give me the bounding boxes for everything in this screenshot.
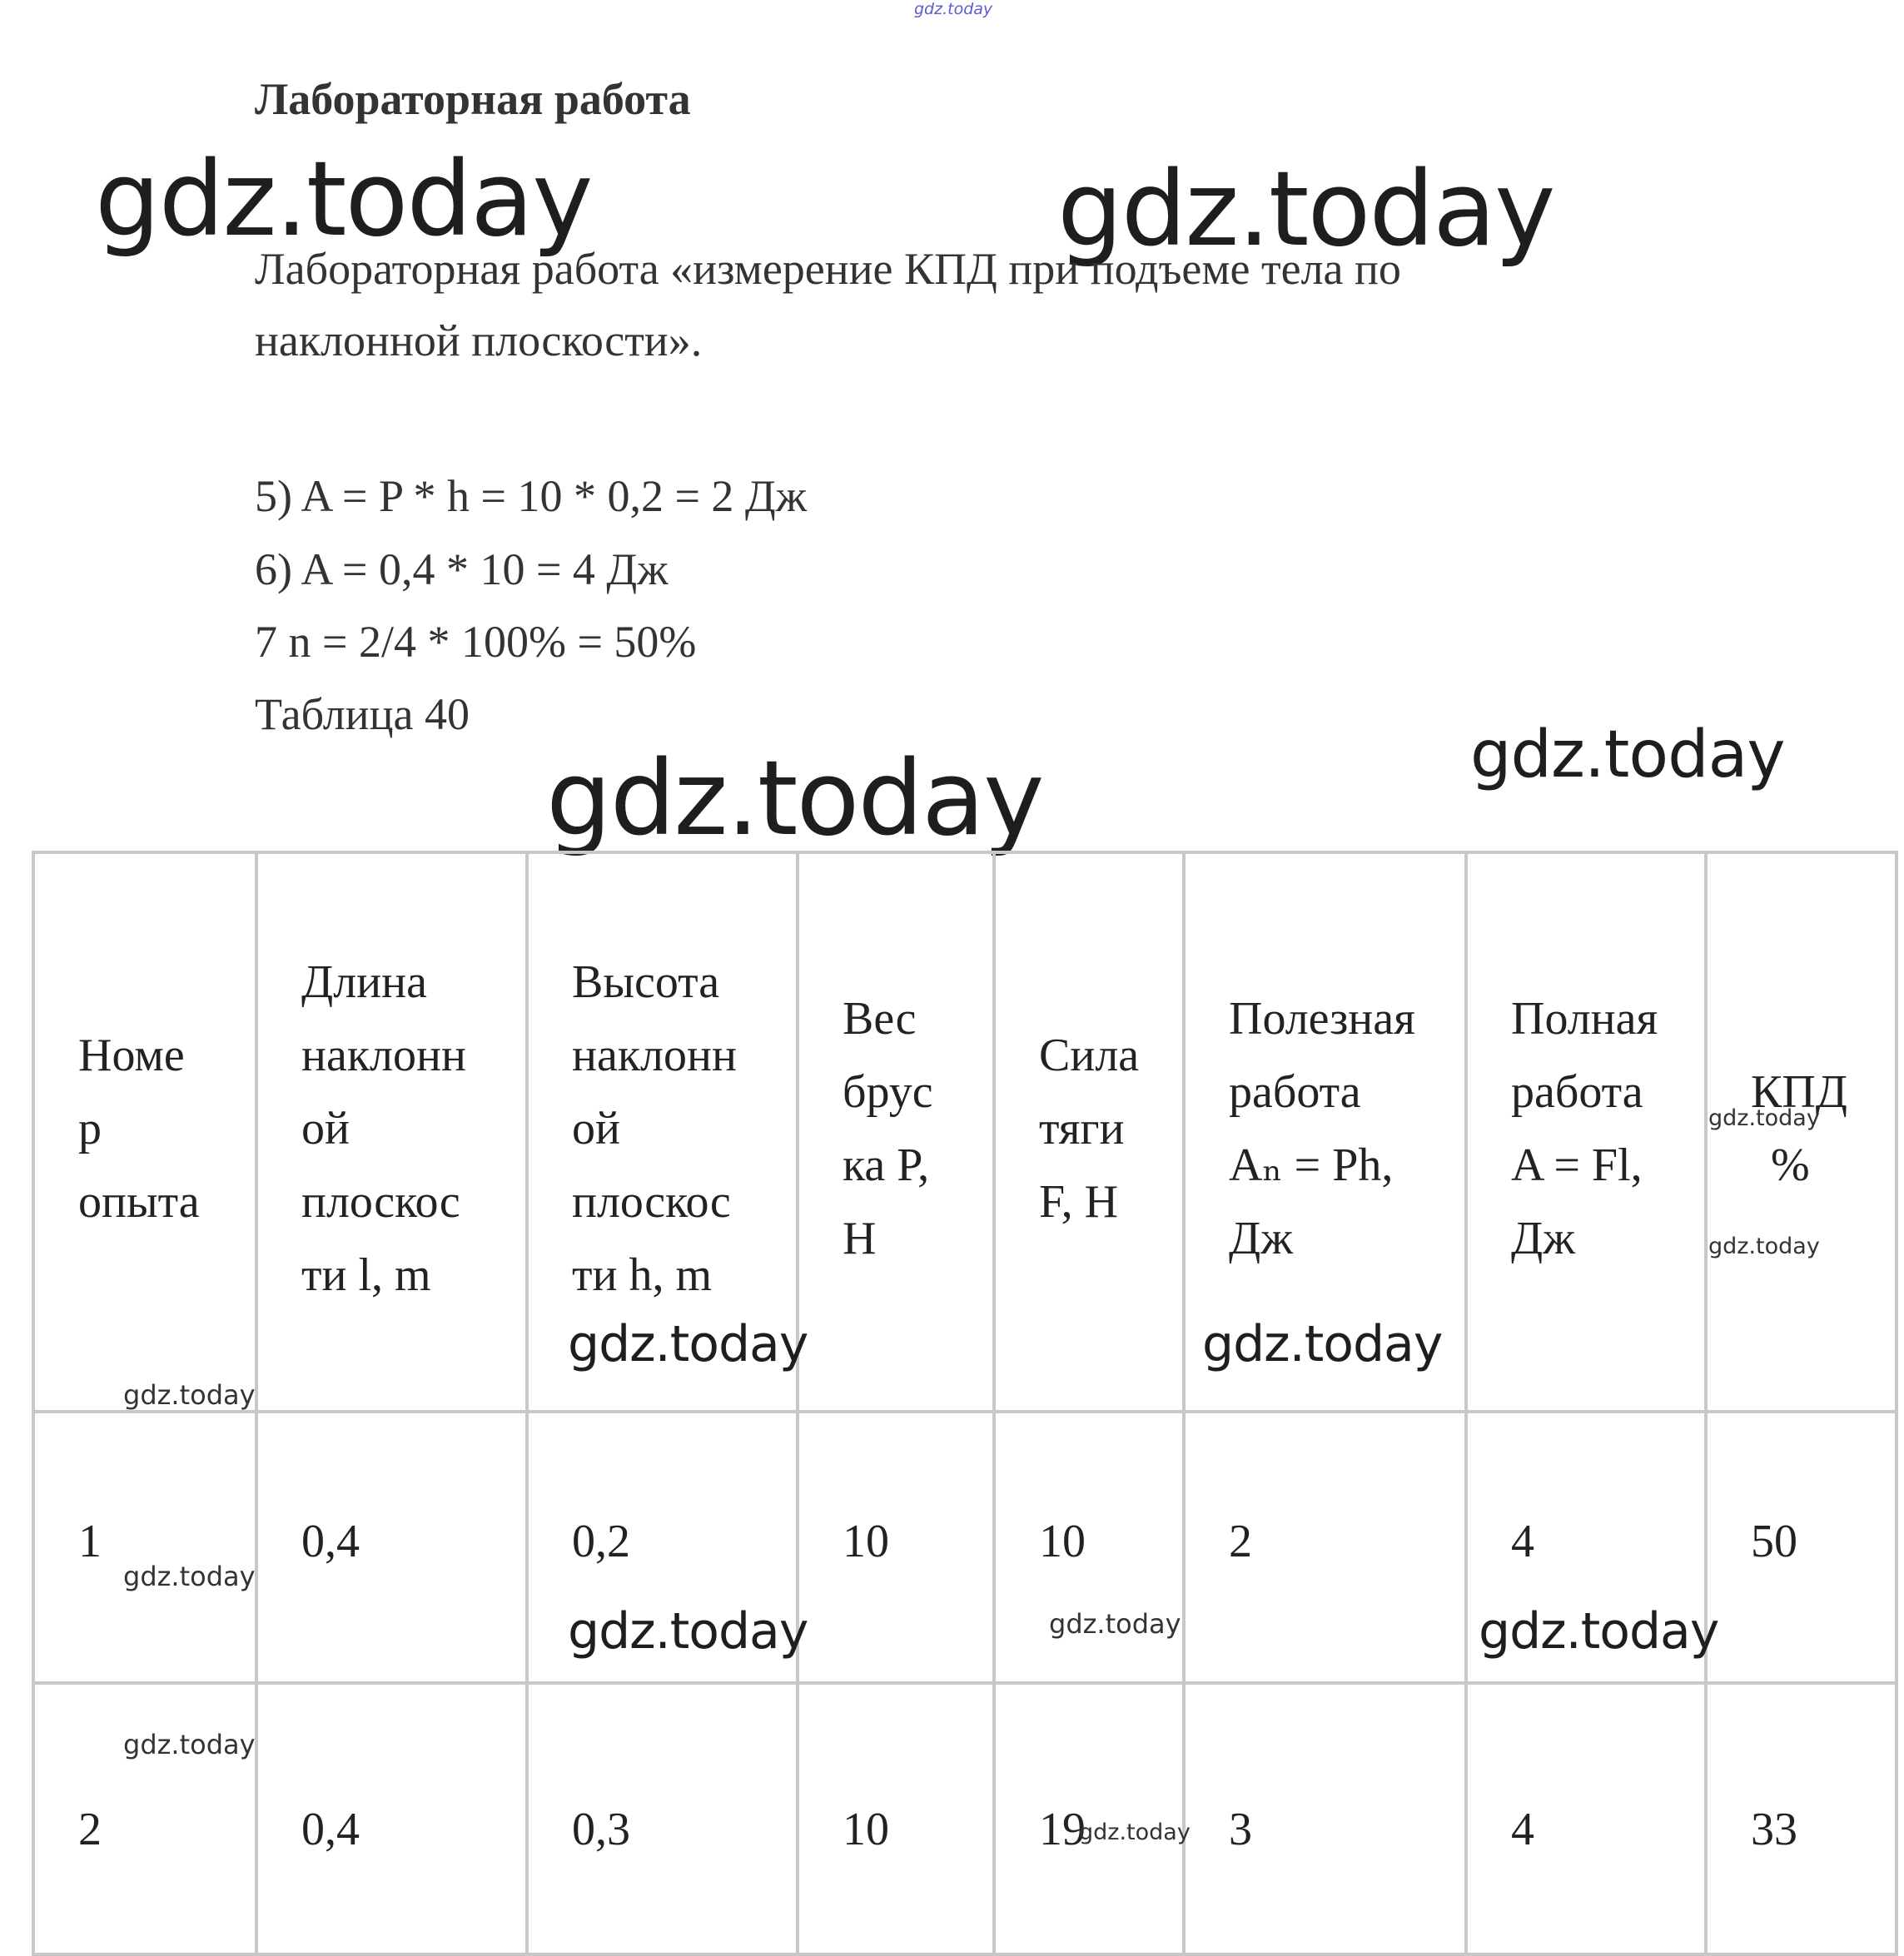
- table-cell: 50: [1706, 1412, 1897, 1683]
- table-cell: 0,4: [256, 1683, 527, 1954]
- calc-line-3: 7 n = 2/4 * 100% = 50%: [255, 617, 697, 667]
- table-cell: 10: [798, 1683, 994, 1954]
- watermark-table-9: gdz.today: [1479, 1602, 1719, 1661]
- watermark-large-right: gdz.today: [1057, 150, 1554, 270]
- watermark-large-center: gdz.today: [546, 739, 1043, 859]
- table-header-row: [33, 852, 1897, 1412]
- watermark-table-6: gdz.today: [123, 1561, 256, 1592]
- table-cell: 0,2: [527, 1412, 798, 1683]
- data-table: [32, 851, 1898, 1956]
- header-total-work: Полная работа A = Fl, Дж: [1466, 852, 1706, 1412]
- watermark-medium-right: gdz.today: [1470, 717, 1785, 792]
- header-efficiency: КПД %: [1706, 852, 1897, 1412]
- table-cell: 0,4: [256, 1412, 527, 1683]
- table-row: [33, 1683, 1897, 1954]
- header-pull-force: Сила тяги F, H: [994, 852, 1184, 1412]
- calc-line-2: 6) A = 0,4 * 10 = 4 Дж: [255, 544, 669, 594]
- intro-line-2: наклонной плоскости».: [255, 315, 703, 365]
- table-cell: 2: [1184, 1412, 1466, 1683]
- table-cell: 0,3: [527, 1683, 798, 1954]
- watermark-large-left: gdz.today: [95, 140, 592, 260]
- header-plane-height: Высота наклонн ой плоскос ти h, m: [527, 852, 798, 1412]
- page-title: Лабораторная работа: [255, 74, 691, 124]
- intro-line-1: Лабораторная работа «измерение КПД при подъеме тела по: [255, 244, 1401, 294]
- table-cell: 1: [33, 1412, 256, 1683]
- table-cell: 19: [994, 1683, 1184, 1954]
- table-cell: 3: [1184, 1683, 1466, 1954]
- table-cell: 2: [33, 1683, 256, 1954]
- header-useful-work: Полезная работа Aₙ = Ph, Дж: [1184, 852, 1466, 1412]
- calc-line-1: 5) A = P * h = 10 * 0,2 = 2 Дж: [255, 471, 808, 521]
- watermark-table-8: gdz.today: [1049, 1608, 1181, 1640]
- header-experiment-number: Номе р опыта: [33, 852, 256, 1412]
- watermark-table-2: gdz.today: [1202, 1315, 1443, 1373]
- watermark-table-4: gdz.today: [1708, 1105, 1820, 1131]
- watermark-top: gdz.today: [914, 0, 993, 18]
- watermark-table-5: gdz.today: [1708, 1234, 1820, 1259]
- table-caption: Таблица 40: [255, 689, 470, 739]
- table-cell: 33: [1706, 1683, 1897, 1954]
- header-plane-length: Длина наклонн ой плоскос ти l, m: [256, 852, 527, 1412]
- watermark-table-7: gdz.today: [568, 1602, 808, 1661]
- table-cell: 10: [798, 1412, 994, 1683]
- watermark-table-3: gdz.today: [123, 1379, 256, 1411]
- watermark-table-10: gdz.today: [123, 1729, 256, 1760]
- header-block-weight: Вес брус ка P, H: [798, 852, 994, 1412]
- intro-paragraph: [255, 233, 1587, 376]
- table-cell: 4: [1466, 1412, 1706, 1683]
- table-cell: 10: [994, 1412, 1184, 1683]
- watermark-table-1: gdz.today: [568, 1315, 808, 1373]
- table-cell: 4: [1466, 1683, 1706, 1954]
- watermark-table-11: gdz.today: [1079, 1819, 1191, 1845]
